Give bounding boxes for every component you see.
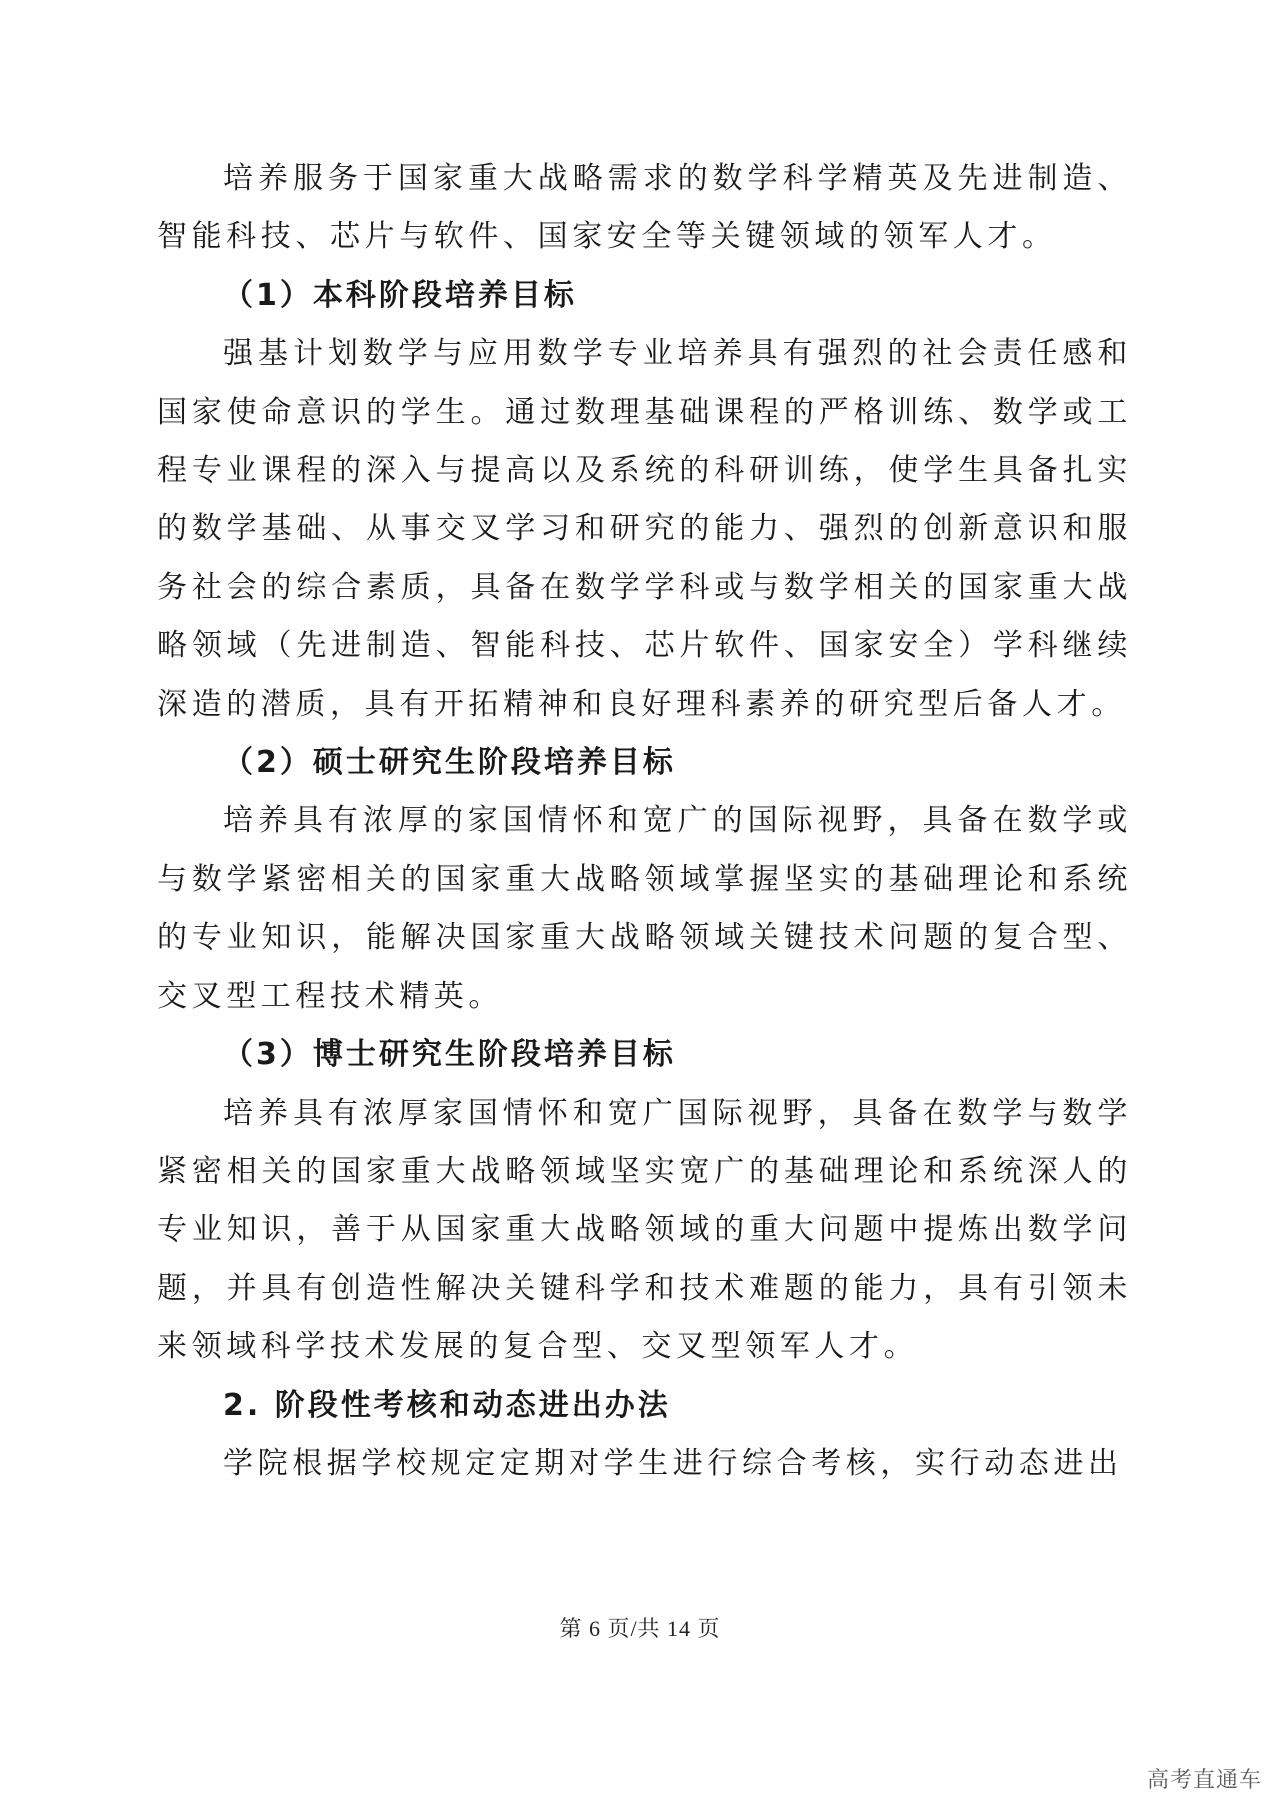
- section-text-undergrad: 强基计划数学与应用数学专业培养具有强烈的社会责任感和国家使命意识的学生。通过数理基础课程的严格训练、数学或工程专业课程的深入与提高以及系统的科研训练，使学生具备扎实的数学基础、从事交叉学习和研究的能力、强烈的创新意识和服务社会的综合素质，具备在数学学科或与数学相关的国家重大战略领域（先进制造、智能科技、芯片软件、国家安全）学科继续深造的潜质，具有开拓精神和良好理科素养的研究型后备人才。: [157, 336, 1132, 722]
- section-text-assessment: 学院根据学校规定定期对学生进行综合考核，实行动态进出: [223, 1445, 1123, 1481]
- document-body: [157, 150, 1132, 1493]
- intro-paragraph: 培养服务于国家重大战略需求的数学科学精英及先进制造、智能科技、芯片与软件、国家安全等关键领域的领军人才。: [157, 161, 1132, 255]
- section-heading-phd: （3）博士研究生阶段培养目标: [223, 1037, 676, 1073]
- page-number: 第 6 页/共 14 页: [559, 1616, 721, 1641]
- section-heading-assessment: 2. 阶段性考核和动态进出办法: [223, 1387, 671, 1423]
- section-text-phd: 培养具有浓厚家国情怀和宽广国际视野，具备在数学与数学紧密相关的国家重大战略领域坚实宽广的基础理论和系统深人的专业知识，善于从国家重大战略领域的重大问题中提炼出数学问题，并具有创造性解决关键科学和技术难题的能力，具有引领未来领域科学技术发展的复合型、交叉型领军人才。: [157, 1095, 1132, 1365]
- section-text-master: 培养具有浓厚的家国情怀和宽广的国际视野，具备在数学或与数学紧密相关的国家重大战略领域掌握坚实的基础理论和系统的专业知识，能解决国家重大战略领域关键技术问题的复合型、交叉型工程技术精英。: [157, 803, 1132, 1014]
- section-heading-master: （2）硕士研究生阶段培养目标: [223, 745, 676, 781]
- watermark-logo: 高考直通车: [1146, 1768, 1262, 1793]
- section-heading-undergrad: （1）本科阶段培养目标: [223, 277, 577, 313]
